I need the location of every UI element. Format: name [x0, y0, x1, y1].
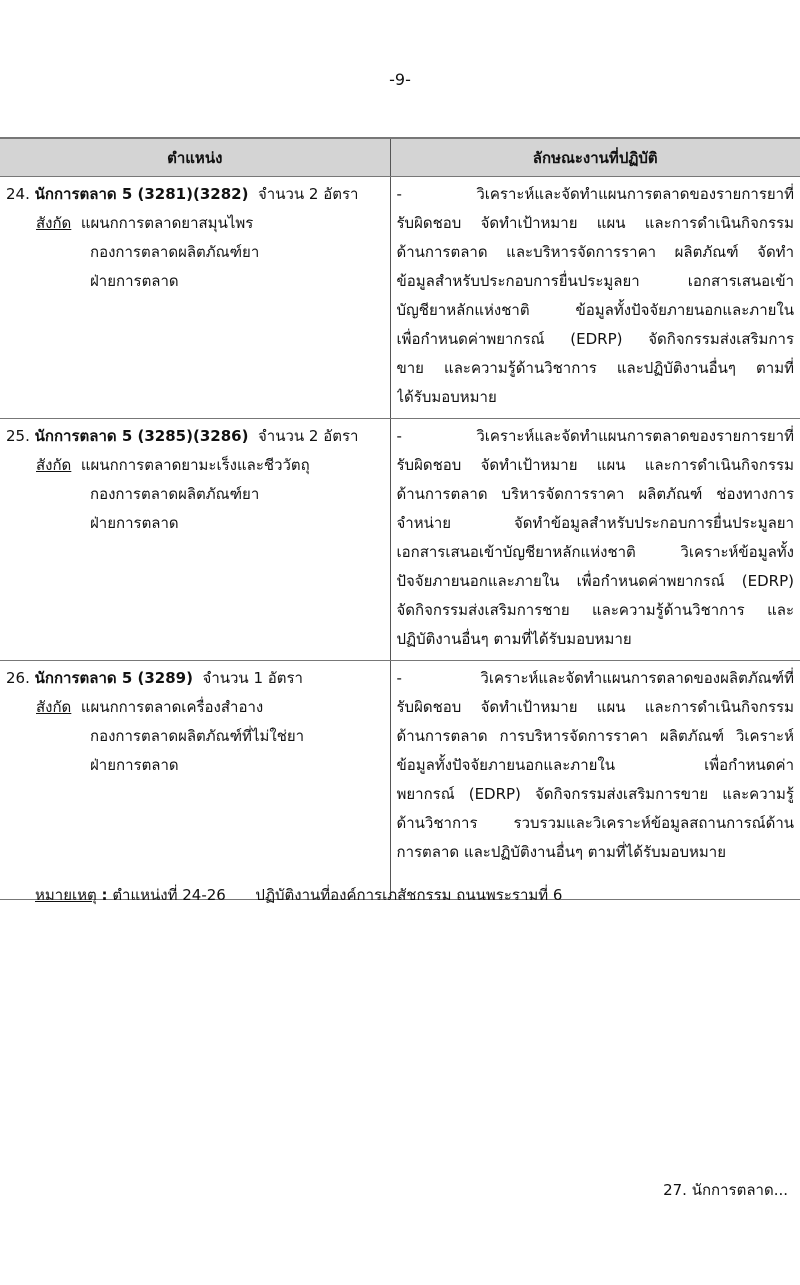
duty-line: รับผิดชอบ จัดทำเป้าหมาย แผน และการดำเนินกิจกรรม [396, 698, 794, 716]
position-number: 24. [6, 185, 30, 203]
position-number: 26. [6, 669, 30, 687]
duty-line: ด้านการตลาด และบริหารจัดการราคา ผลิตภัณฑ์ จัดทำ [396, 243, 794, 261]
affiliation-label: สังกัด [36, 698, 72, 716]
affiliation-label: สังกัด [36, 214, 72, 232]
remark-colon: : [101, 886, 108, 904]
affiliation-unit: กองการตลาดผลิตภัณฑ์ยา [90, 243, 260, 261]
table-row [0, 661, 800, 900]
position-count: จำนวน 2 อัตรา [257, 185, 359, 203]
position-cell [0, 661, 390, 900]
duty-line: ปัจจัยภายนอกและภายใน เพื่อกำหนดค่าพยากรณ์ (EDRP) [396, 572, 794, 590]
duty-line: บัญชียาหลักแห่งชาติ ข้อมูลทั้งปัจจัยภายนอกและภายใน [396, 301, 794, 319]
affiliation-unit: แผนกการตลาดยาสมุนไพร [80, 214, 254, 232]
duty-line: ด้านวิชาการ รวบรวมและวิเคราะห์ข้อมูลสถานการณ์ด้าน [396, 814, 794, 832]
page-number: -9- [389, 70, 411, 89]
position-count: จำนวน 1 อัตรา [202, 669, 303, 687]
duty-line: การตลาด และปฏิบัติงานอื่นๆ ตามที่ได้รับมอบหมาย [396, 843, 726, 861]
remark-text: ปฏิบัติงานที่องค์การเภสัชกรรม ถนนพระรามที่ 6 [255, 886, 563, 904]
continuation-text: 27. นักการตลาด... [663, 1181, 788, 1199]
duty-line: ด้านการตลาด การบริหารจัดการราคา ผลิตภัณฑ์ วิเคราะห์ [396, 727, 794, 745]
position-cell [0, 419, 390, 661]
duty-line: จำหน่าย จัดทำข้อมูลสำหรับประกอบการยื่นประมูลยา [396, 514, 794, 532]
duty-line: ข้อมูลสำหรับประกอบการยื่นประมูลยา เอกสารเสนอเข้า [396, 272, 794, 290]
header-position: ตำแหน่ง [0, 138, 390, 177]
duties-cell [390, 177, 800, 419]
duty-line: พยากรณ์ (EDRP) จัดกิจกรรมส่งเสริมการขาย และความรู้ [396, 785, 794, 803]
duty-line: เพื่อกำหนดค่าพยากรณ์ (EDRP) จัดกิจกรรมส่งเสริมการ [396, 330, 794, 348]
positions-table [0, 137, 800, 900]
affiliation-unit: ฝ่ายการตลาด [90, 756, 179, 774]
table-row [0, 177, 800, 419]
table-header-row [0, 138, 800, 177]
duty-line: จัดกิจกรรมส่งเสริมการชาย และความรู้ด้านวิชาการ และ [396, 601, 794, 619]
table-row [0, 419, 800, 661]
position-title: นักการตลาด 5 (3289) [34, 669, 193, 687]
position-title: นักการตลาด 5 (3285)(3286) [34, 427, 249, 445]
affiliation-unit: ฝ่ายการตลาด [90, 514, 179, 532]
duty-line: ข้อมูลทั้งปัจจัยภายนอกและภายใน เพื่อกำหนดค่า [396, 756, 794, 774]
affiliation-unit: แผนกการตลาดเครื่องสำอาง [80, 698, 264, 716]
duty-line: เอกสารเสนอเข้าบัญชียาหลักแห่งชาติ วิเคราะห์ข้อมูลทั้ง [396, 543, 794, 561]
duty-line: - วิเคราะห์และจัดทำแผนการตลาดของรายการยาที่ [396, 185, 794, 203]
affiliation-unit: ฝ่ายการตลาด [90, 272, 179, 290]
duty-line: ด้านการตลาด บริหารจัดการราคา ผลิตภัณฑ์ ช่องทางการ [396, 485, 794, 503]
duty-line: - วิเคราะห์และจัดทำแผนการตลาดของผลิตภัณฑ์ที่ [396, 669, 794, 687]
duty-line: ขาย และความรู้ด้านวิชาการ และปฏิบัติงานอื่นๆ ตามที่ [396, 359, 794, 377]
affiliation-label: สังกัด [36, 456, 72, 474]
affiliation-unit: กองการตลาดผลิตภัณฑ์ที่ไม่ใช่ยา [90, 727, 305, 745]
remark-positions: ตำแหน่งที่ 24-26 [112, 886, 226, 904]
affiliation-unit: แผนกการตลาดยามะเร็งและชีววัตถุ [80, 456, 310, 474]
duty-line: ปฏิบัติงานอื่นๆ ตามที่ได้รับมอบหมาย [396, 630, 632, 648]
remark-label: หมายเหตุ [35, 886, 97, 904]
position-count: จำนวน 2 อัตรา [257, 427, 359, 445]
header-duties: ลักษณะงานที่ปฏิบัติ [390, 138, 800, 177]
duty-line: ได้รับมอบหมาย [396, 388, 497, 406]
remark [35, 883, 562, 907]
duty-line: รับผิดชอบ จัดทำเป้าหมาย แผน และการดำเนินกิจกรรม [396, 214, 794, 232]
duty-line: - วิเคราะห์และจัดทำแผนการตลาดของรายการยาที่ [396, 427, 794, 445]
duty-line: รับผิดชอบ จัดทำเป้าหมาย แผน และการดำเนินกิจกรรม [396, 456, 794, 474]
duties-cell [390, 419, 800, 661]
duties-cell [390, 661, 800, 900]
position-cell [0, 177, 390, 419]
affiliation-unit: กองการตลาดผลิตภัณฑ์ยา [90, 485, 260, 503]
position-title: นักการตลาด 5 (3281)(3282) [34, 185, 249, 203]
position-number: 25. [6, 427, 30, 445]
